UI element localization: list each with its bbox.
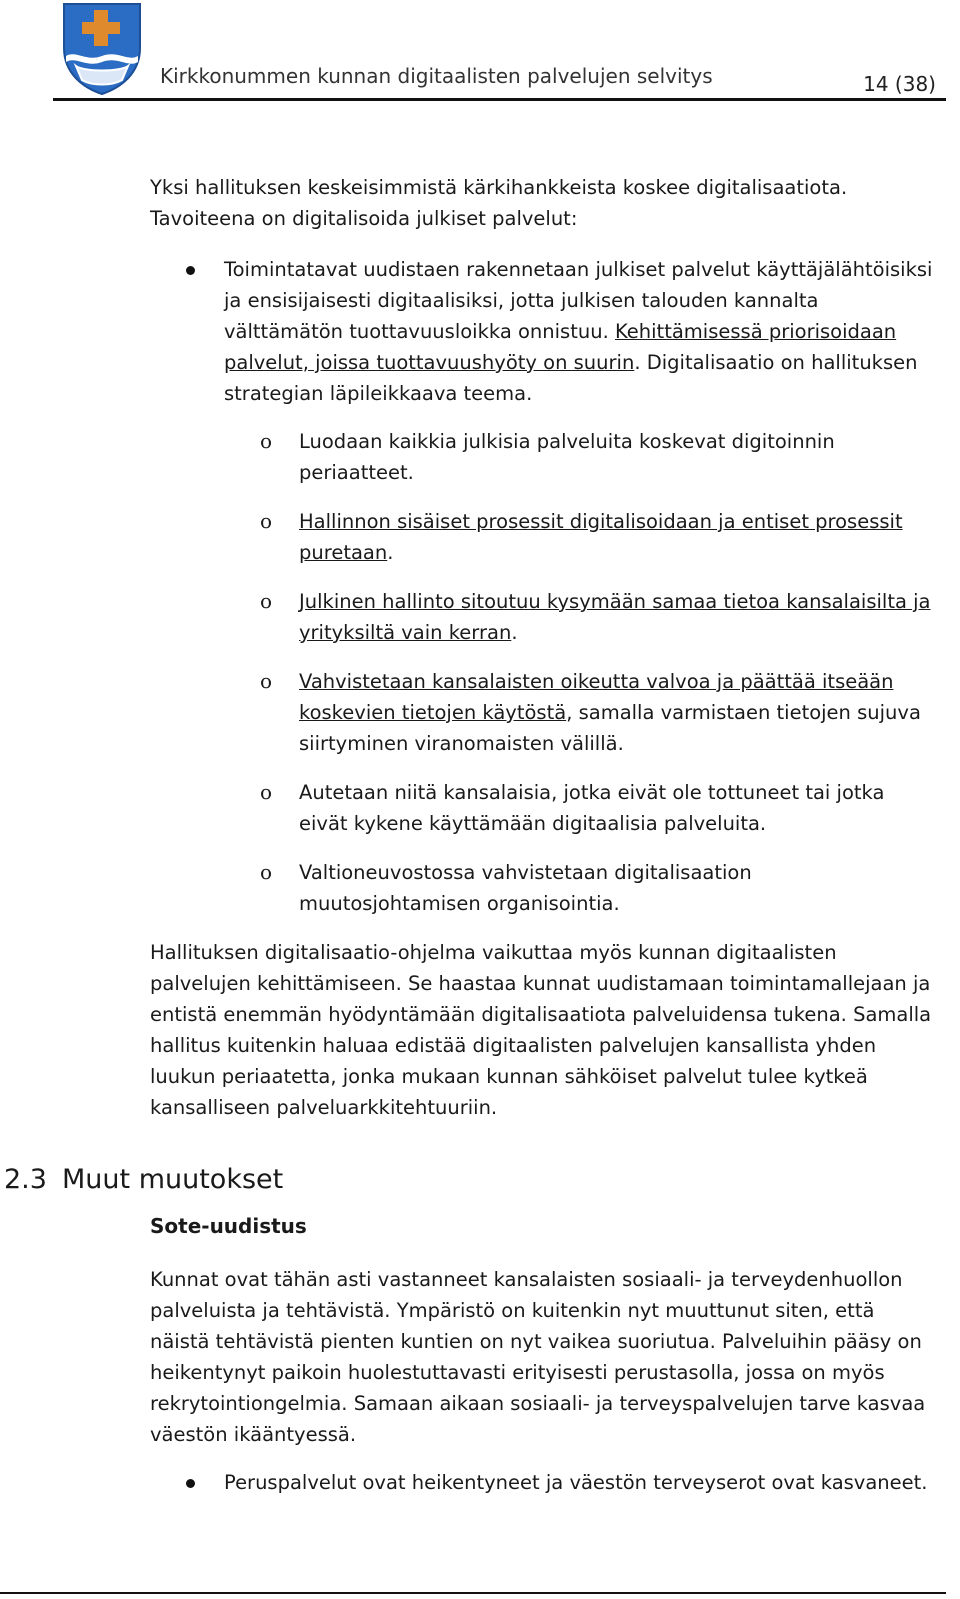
document-title: Kirkkonummen kunnan digitaalisten palvelujen selvitys [160,64,713,88]
sub-bullet-2: Hallinnon sisäiset prosessit digitalisoidaan ja entiset prosessit puretaan. [299,510,903,564]
sub-bullet-4-link[interactable]: Vahvistetaan kansalaisten oikeutta valvoa ja päättää itseään koskevien tietojen käytöstä [299,670,894,724]
sub-bullet-marker: o [260,860,273,884]
sub-bullet-5: Autetaan niitä kansalaisia, jotka eivät ole tottuneet tai jotka eivät kykene käyttämään digitaalisia palveluita. [299,781,885,835]
bullet-dot [186,266,195,275]
footer-divider [0,1592,946,1594]
sub-bullet-marker: o [260,509,273,533]
header-divider [53,98,946,101]
sub-bullet-6: Valtioneuvostossa vahvistetaan digitalisaation muutosjohtamisen organisointia. [299,861,752,915]
section-number: 2.3 [4,1164,47,1195]
bullet-goal-link[interactable]: Kehittämisessä priorisoidaan palvelut, joissa tuottavuushyöty on suurin [224,320,897,374]
bullet-dot [186,1479,195,1488]
intro-line-1: Yksi hallituksen keskeisimmistä kärkihankkeista koskee digitalisaatiota. [150,176,848,199]
intro-line-2: Tavoiteena on digitalisoida julkiset palvelut: [150,207,578,230]
section-title: Muut muutokset [62,1164,284,1195]
paragraph-government-programme: Hallituksen digitalisaatio-ohjelma vaikuttaa myös kunnan digitaalisten palvelujen kehittämiseen. Se haastaa kunnat uudistamaan toimintamallejaan ja entistä enemmän hyödyntämään digitalisaatiota palveluidensa tukena. Samalla hallitus kuitenkin haluaa edistää digitaalisten palvelujen kansallista yhden luukun periaatetta, jonka mukaan kunnan sähköiset palvelut tulee kytkeä kansalliseen palveluarkkitehtuuriin. [150,941,932,1119]
sub-bullet-4: Vahvistetaan kansalaisten oikeutta valvoa ja päättää itseään koskevien tietojen käytöstä, samalla varmistaen tietojen sujuva siirtyminen viranomaisten välillä. [299,670,921,755]
sub-bullet-marker: o [260,669,273,693]
page-number: 14 (38) [863,72,936,96]
sub-bullet-1: Luodaan kaikkia julkisia palveluita koskevat digitoinnin periaatteet. [299,430,835,484]
sub-bullet-marker: o [260,589,273,613]
sub-bullet-2-link[interactable]: Hallinnon sisäiset prosessit digitalisoidaan ja entiset prosessit puretaan [299,510,903,564]
municipal-crest-logo [62,2,142,96]
sub-bullet-3: Julkinen hallinto sitoutuu kysymään samaa tietoa kansalaisilta ja yrityksiltä vain kerran. [299,590,931,644]
sub-bullet-3-link[interactable]: Julkinen hallinto sitoutuu kysymään samaa tietoa kansalaisilta ja yrityksiltä vain kerran [299,590,931,644]
section-heading [4,1164,283,1195]
sub-bullet-marker: o [260,780,273,804]
paragraph-sote: Kunnat ovat tähän asti vastanneet kansalaisten sosiaali- ja terveydenhuollon palveluista ja tehtävistä. Ympäristö on kuitenkin nyt muuttunut siten, että näistä tehtävistä pienten kuntien on nyt vaikea suoriutua. Palveluihin pääsy on heikentynyt paikoin huolestuttavasti erityisesti perustasolla, jossa on myös rekrytointiongelmia. Samaan aikaan sosiaali- ja terveyspalvelujen tarve kasvaa väestön ikääntyessä. [150,1268,926,1446]
sub-bullet-marker: o [260,429,273,453]
bullet-goal-text: Toimintatavat uudistaen rakennetaan julkiset palvelut käyttäjälähtöisiksi ja ensisijaisesti digitaalisiksi, jotta julkisen talouden kannalta välttämätön tuottavuusloikka onnistuu. Kehittämisessä priorisoidaan palvelut, joissa tuottavuushyöty on suurin. Digitalisaatio on hallituksen strategian läpileikkaava teema. [224,258,933,405]
subheading-sote: Sote-uudistus [150,1214,307,1238]
bullet-basic-services: Peruspalvelut ovat heikentyneet ja väestön terveyserot ovat kasvaneet. [224,1471,928,1494]
